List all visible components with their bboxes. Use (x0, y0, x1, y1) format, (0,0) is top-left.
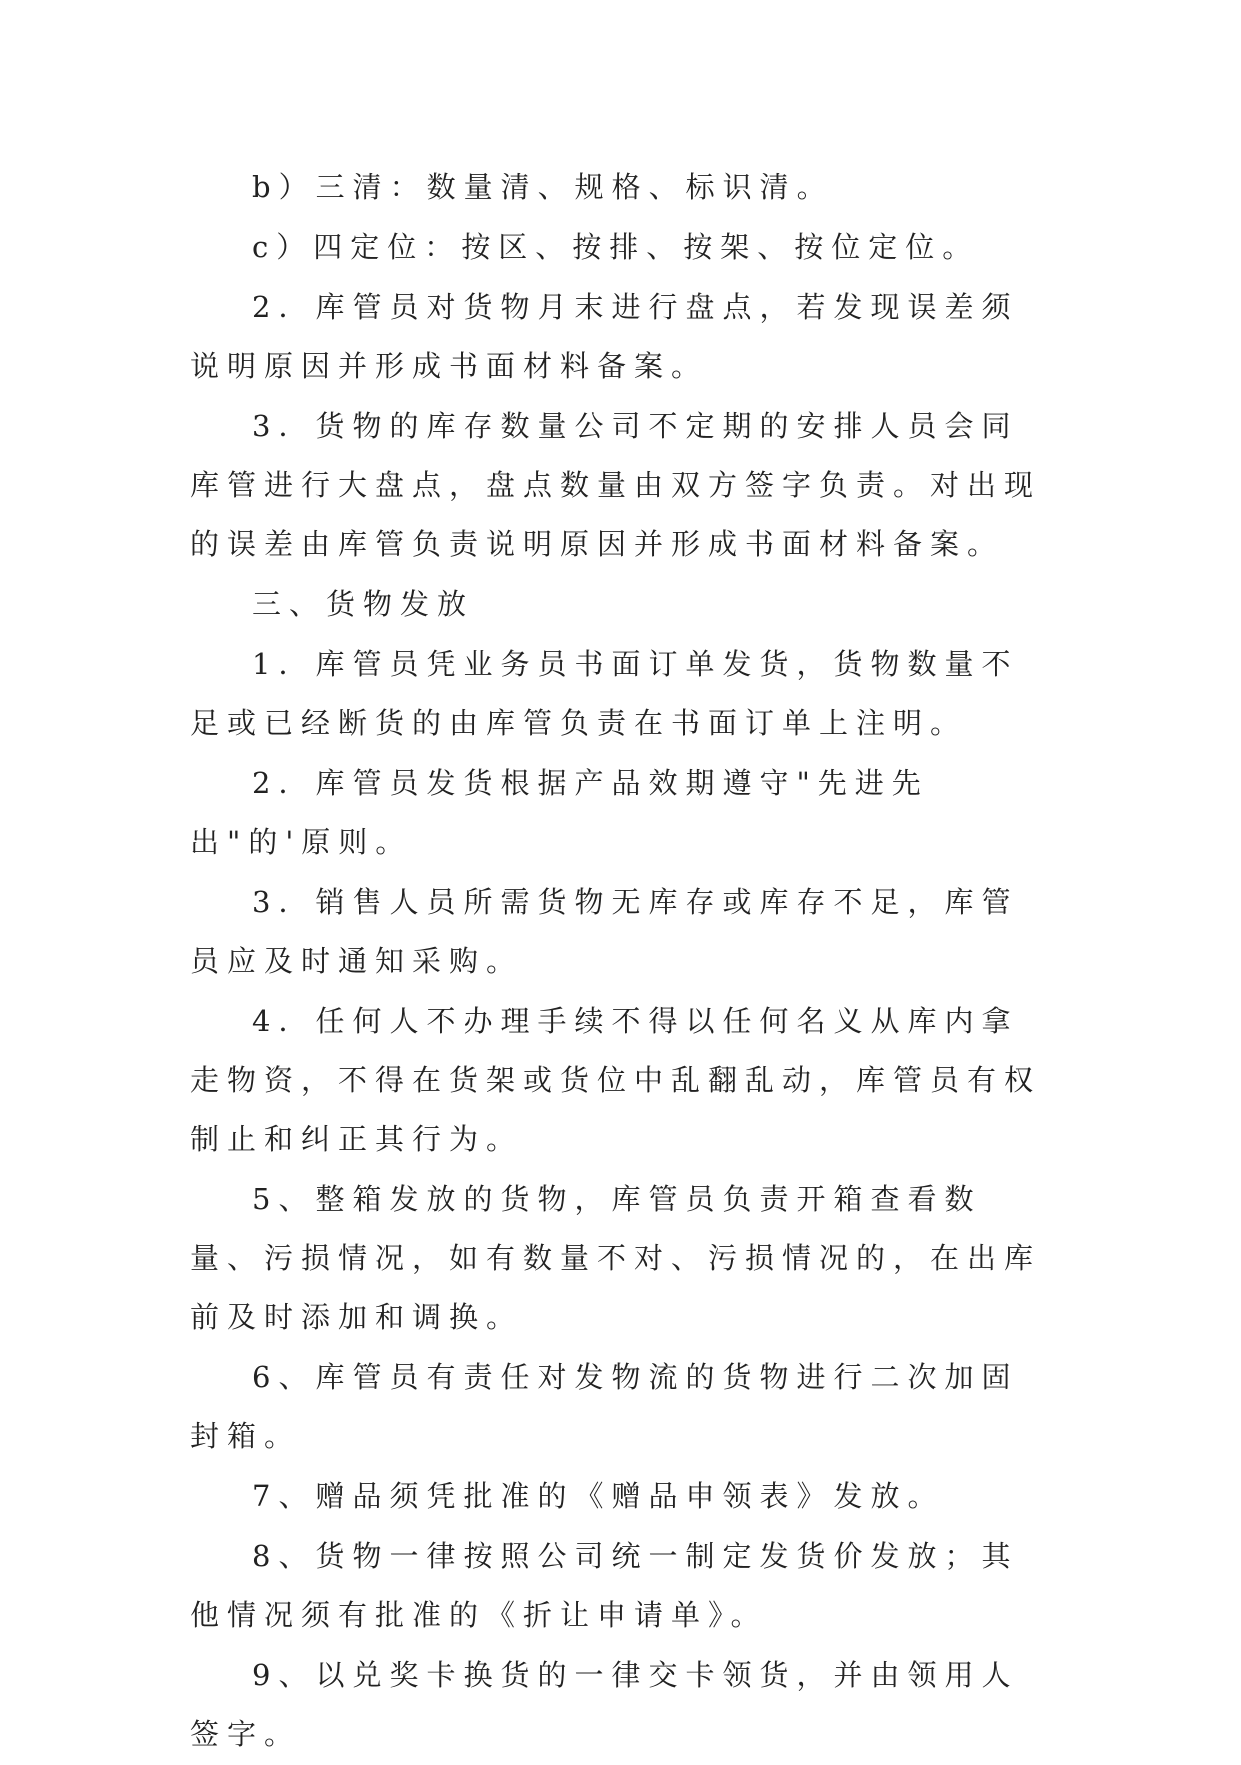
paragraph-fifo-rule: 2．库管员发货根据产品效期遵守"先进先出"的'原则。 (190, 766, 929, 859)
paragraph-stock-shortage: 3．销售人员所需货物无库存或库存不足，库管员应及时通知采购。 (190, 885, 1019, 978)
paragraph-access-rule: 4．任何人不办理手续不得以任何名义从库内拿走物资，不得在货架或货位中乱翻乱动，库管员有权制止和纠正其行为。 (190, 1004, 1042, 1156)
paragraph-three-clear: b）三清：数量清、规格、标识清。 (252, 170, 834, 204)
paragraph-monthly-inventory: 2．库管员对货物月末进行盘点，若发现误差须说明原因并形成书面材料备案。 (190, 290, 1019, 383)
document-body (190, 158, 1050, 1765)
paragraph-prize-card-exchange: 9、以兑奖卡换货的一律交卡领货，并由领用人签字。 (190, 1658, 1019, 1751)
paragraph-gift-issue: 7、赠品须凭批准的《赠品申领表》发放。 (252, 1479, 945, 1513)
paragraph-reinforce-packing: 6、库管员有责任对发物流的货物进行二次加固封箱。 (190, 1360, 1019, 1453)
paragraph-order-shipping: 1．库管员凭业务员书面订单发货，货物数量不足或已经断货的由库管负责在书面订单上注明。 (190, 647, 1019, 740)
paragraph-irregular-inventory: 3．货物的库存数量公司不定期的安排人员会同库管进行大盘点，盘点数量由双方签字负责。对出现的误差由库管负责说明原因并形成书面材料备案。 (190, 409, 1042, 561)
paragraph-pricing-rule: 8、货物一律按照公司统一制定发货价发放；其他情况须有批准的《折让申请单》。 (190, 1539, 1019, 1632)
paragraph-box-inspection: 5、整箱发放的货物，库管员负责开箱查看数量、污损情况，如有数量不对、污损情况的，在出库前及时添加和调换。 (190, 1182, 1042, 1334)
section-heading-goods-issue: 三、货物发放 (252, 587, 475, 621)
paragraph-four-position: c）四定位：按区、按排、按架、按位定位。 (252, 230, 980, 264)
